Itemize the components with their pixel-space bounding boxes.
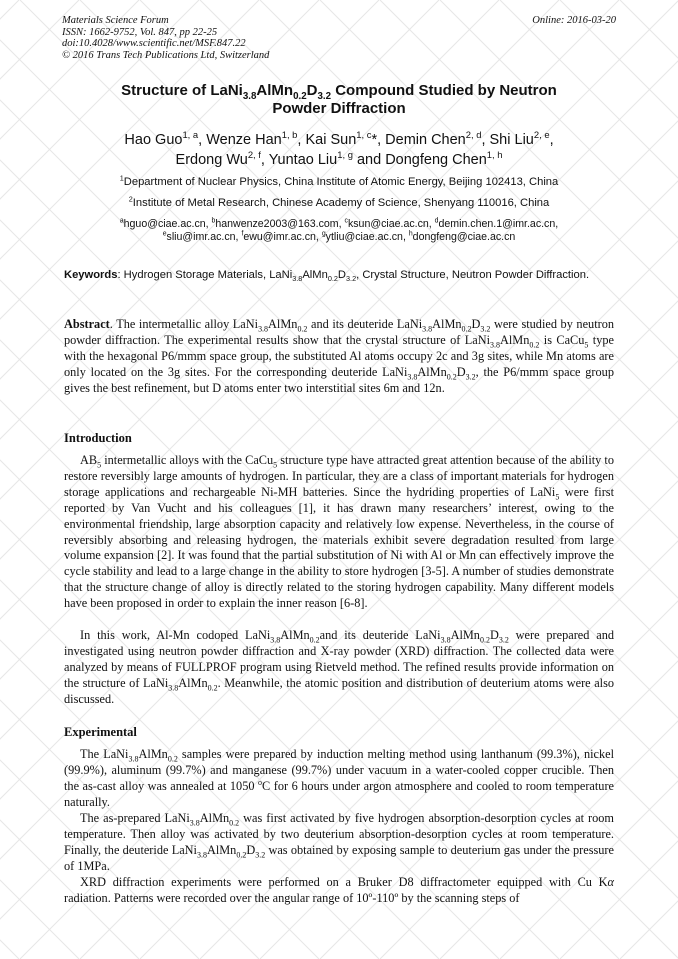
email-link[interactable]: $^f$ewu@imr.ac.cn, bbox=[241, 230, 322, 243]
copyright-notice: © 2016 Trans Tech Publications Ltd, Switzerland bbox=[62, 49, 270, 61]
email-link[interactable]: $^g$ytliu@ciae.ac.cn, bbox=[321, 230, 409, 243]
author: Wenze Han$^{1, b}$, bbox=[206, 129, 306, 148]
email-link[interactable]: $^e$sliu@imr.ac.cn, bbox=[162, 230, 242, 243]
journal-issn: ISSN: 1662-9752, Vol. 847, pp 22-25 bbox=[62, 26, 218, 38]
online-date: Online: 2016-03-20 bbox=[532, 15, 616, 26]
author: Demin Chen$^{2, d}$, bbox=[385, 129, 490, 148]
author: Hao Guo$^{1, a}$, bbox=[124, 129, 207, 148]
experimental-paragraph-1: The LaNi$_{3.8}$AlMn$_{0.2}$ samples were prepared by induction melting method using lanthanum (99.3%), nickel (99.9%), aluminum (99.7%) and manganese (99.7%) under vacuum in a water-cooled copper crucible. Then the as-cast alloy was annealed at 1050 $^o$C for 6 hours under argon atmosphere and cooled to room temperature naturally. bbox=[64, 747, 614, 809]
experimental-paragraph-2: The as-prepared LaNi$_{3.8}$AlMn$_{0.2}$ was first activated by five hydrogen absorption-desorption cycles at room temperature. Then alloy was activated by two deuterium absorption-desorption cycles at room temperature. Finally, the deuteride $LaNi_{3.8}AlMn_{0.2}D_{3.2}$ was obtained by exposing sample to deuterium gas under the pressure of 1MPa. bbox=[64, 811, 614, 873]
email-link[interactable]: $^c$ksun@ciae.ac.cn, bbox=[344, 217, 435, 230]
author: Kai Sun$^{1, c}$*, bbox=[305, 129, 386, 148]
journal-name: Materials Science Forum bbox=[62, 15, 169, 26]
author-emails bbox=[62, 218, 616, 244]
keywords-label: Keywords bbox=[64, 269, 118, 281]
author: Dongfeng Chen$^{1, h}$ bbox=[385, 149, 503, 168]
section-heading-experimental: Experimental bbox=[64, 725, 137, 739]
keywords: Keywords: Hydrogen Storage Materials, $LaNi_{3.8}AlMn_{0.2}D_{3.2}$, Crystal Structure, Neutron Powder Diffraction. bbox=[64, 269, 590, 284]
abstract-label: Abstract bbox=[64, 317, 110, 331]
author-list bbox=[62, 130, 616, 170]
author: Yuntao Liu$^{1, g}$ and bbox=[268, 149, 386, 168]
experimental-paragraph-3: XRD diffraction experiments were performed on a Bruker D8 diffractometer equipped with Cu Kα radiation. Patterns were recorded over the angular range of 10º-110º by the scanning steps of bbox=[64, 875, 614, 905]
journal-doi: doi:10.4028/www.scientific.net/MSF.847.22 bbox=[62, 38, 246, 49]
email-link[interactable]: $^b$hanwenze2003@163.com, bbox=[211, 217, 345, 230]
affiliation-2: $^2$Institute of Metal Research, Chinese Academy of Science, Shenyang 110016, China bbox=[128, 194, 550, 209]
author: Erdong Wu$^{2, f}$, bbox=[175, 149, 269, 168]
intro-paragraph-2: In this work, Al-Mn codoped LaNi$_{3.8}$AlMn$_{0.2}$and its deuteride $LaNi_{3.8}AlMn_{0.2}D_{3.2}$ were prepared and investigated using neutron powder diffraction and X-ray powder (XRD) diffraction. The collected data were analyzed by means of FULLPROF program using Rietveld method. The refined results provide information on the structure of LaNi$_{3.8}$AlMn$_{0.2}$. Meanwhile, the atomic position and distribution of deuterium atoms were also discussed. bbox=[64, 628, 615, 706]
paper-title: Structure of $LaNi_{3.8}AlMn_{0.2}D_{3.2}$ Compound Studied by Neutron Powder Diffraction bbox=[121, 82, 557, 117]
section-heading-introduction: Introduction bbox=[64, 431, 132, 445]
affiliation-1: $^1$Department of Nuclear Physics, China Institute of Atomic Energy, Beijing 102413, China bbox=[119, 173, 559, 188]
journal-header bbox=[62, 15, 616, 61]
email-link[interactable]: $^d$demin.chen.1@imr.ac.cn, bbox=[434, 217, 559, 230]
abstract: Abstract. The intermetallic alloy LaNi$_{3.8}$AlMn$_{0.2}$ and its deuteride $LaNi_{3.8}AlMn_{0.2}D_{3.2}$ were studied by neutron powder diffraction. The experimental results show that the crystal structure of LaNi$_{3.8}$AlMn$_{0.2}$ is CaCu$_5$ type with the hexagonal P6/mmm space group, the substituted Al atoms occupy 2c and 3g sites, while Mn atoms are only located on the 3g sites. For the corresponding deuteride $LaNi_{3.8}AlMn_{0.2}D_{3.2}$, the P6/mmm space group gives the best refinement, but D atoms enter two interstitial sites 6m and 12n. bbox=[64, 317, 614, 395]
intro-paragraph-1: $AB_5$ intermetallic alloys with the CaCu$_5$ structure type have attracted great attention because of the ability to restore reversibly large amounts of hydrogen. In particular, they are a class of important materials for hydrogen storage applications and rechargeable Ni-MH batteries. Since the hydriding properties of LaNi$_5$ were first reported by Van Vucht and his colleagues [1], it has drawn many researchers’ interest, owing to the environmental friendship, large absorption capacity and relatively low expense. Nevertheless, in the course of reversibly absorbing and releasing hydrogen, the materials exhibit severe degradation resulted from large volume expansion [2]. It was found that the partial substitution of Ni with Al or Mn can effectively improve the cycle stability and lead to a large change in the ability to store hydrogen [3-5]. A number of studies demonstrate that the structure change of alloy is directly related to the storing hydrogen capability. Many different models have been proposed in order to explain the inner reason [6-8]. bbox=[64, 453, 614, 611]
email-link[interactable]: $^h$dongfeng@ciae.ac.cn bbox=[408, 230, 516, 243]
author: Shi Liu$^{2, e}$, bbox=[489, 129, 554, 148]
email-link[interactable]: $^a$hguo@ciae.ac.cn, bbox=[119, 217, 212, 230]
